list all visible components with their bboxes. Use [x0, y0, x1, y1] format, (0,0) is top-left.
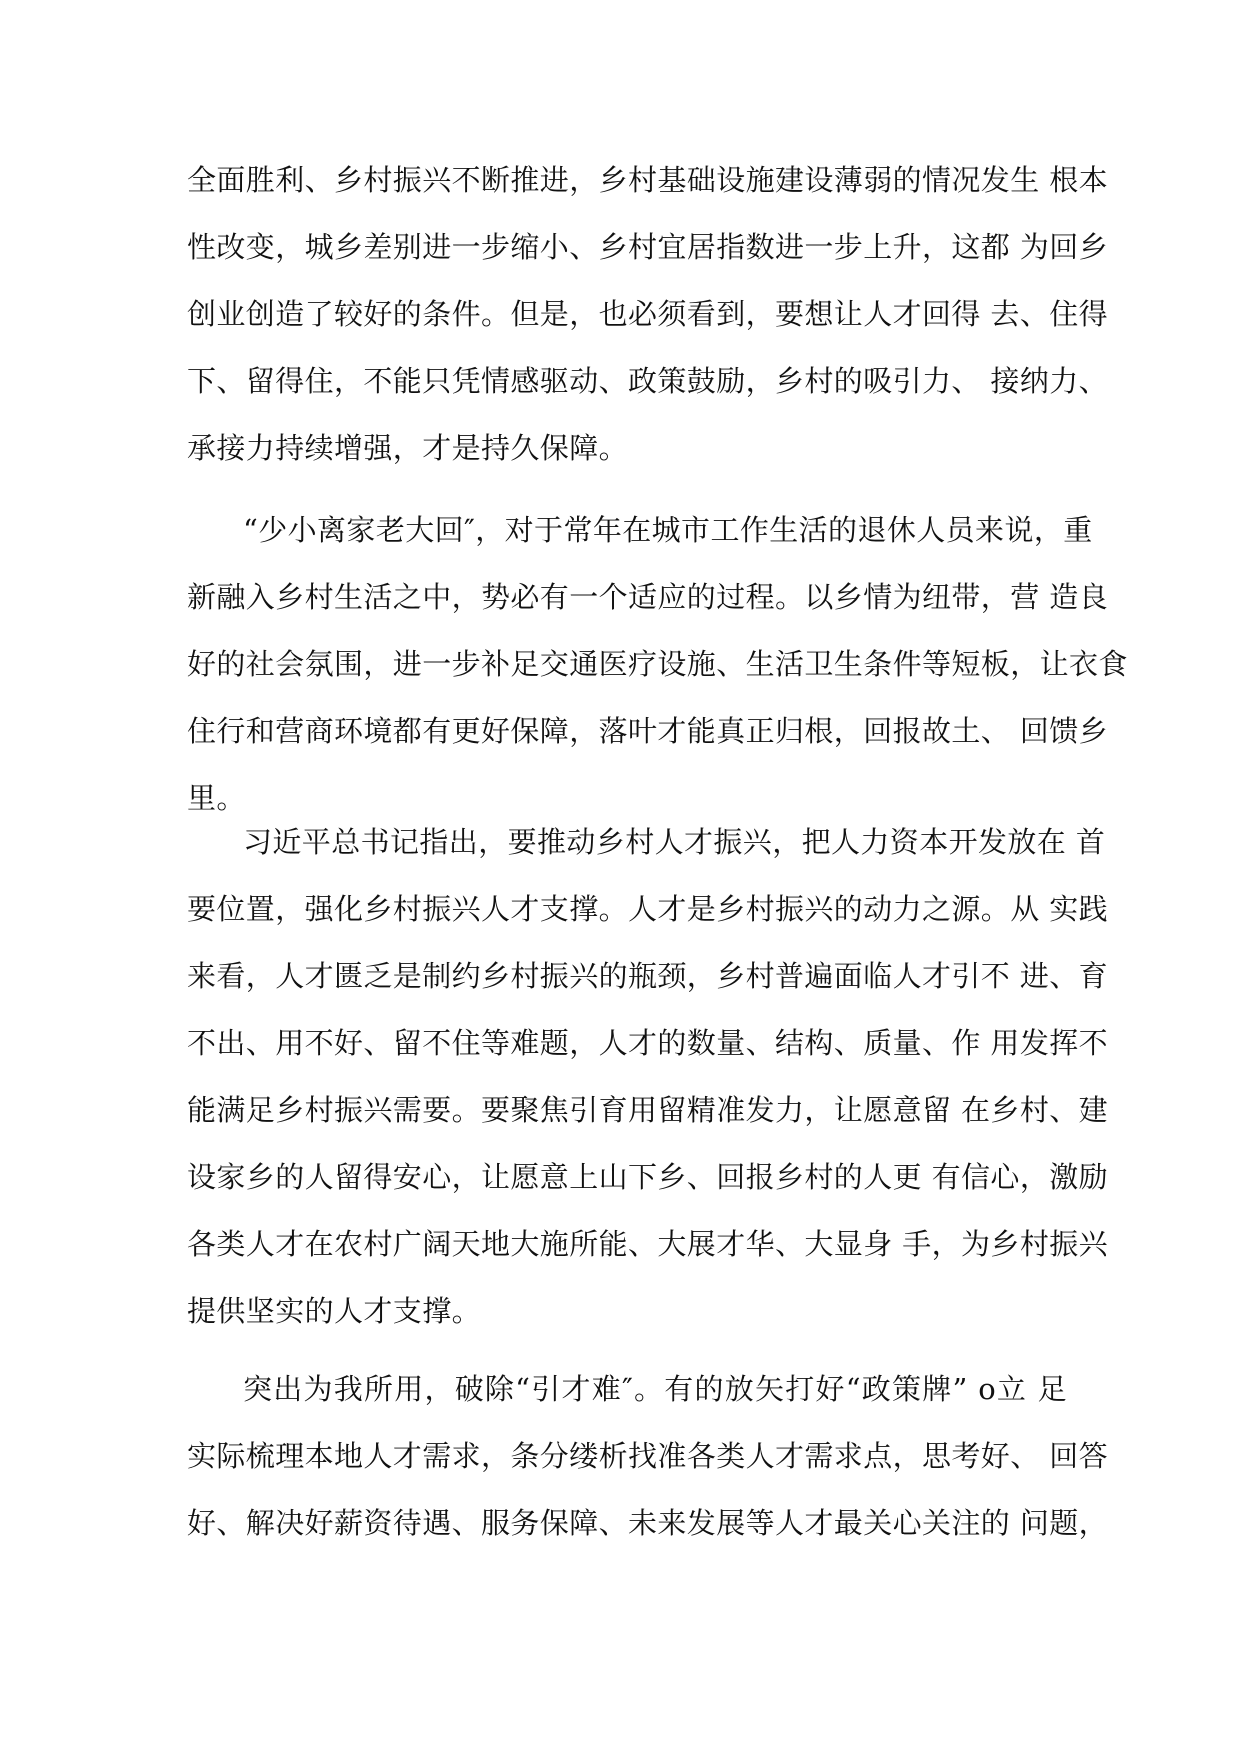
- paragraph-1: [187, 147, 1109, 482]
- text-line: “少小离家老大回″，对于常年在城市工作生活的退休人员来说，重: [243, 513, 1093, 547]
- text-line: 突出为我所用，破除“引才难″。有的放矢打好“政策牌” o立 足: [243, 1372, 1067, 1406]
- text-line: 习近平总书记指出，要推动乡村人才振兴，把人力资本开发放在 首: [243, 825, 1106, 859]
- text-line: 要位置，强化乡村振兴人才支撑。人才是乡村振兴的动力之源。从 实践: [187, 892, 1109, 926]
- text-line: 不出、用不好、留不住等难题，人才的数量、结构、质量、作 用发挥不: [187, 1026, 1109, 1060]
- text-line: 各类人才在农村广阔天地大施所能、大展才华、大显身 手，为乡村振兴: [187, 1227, 1109, 1261]
- text-line: 里。: [187, 781, 246, 815]
- text-line: 好的社会氛围，进一步补足交通医疗设施、生活卫生条件等短板，让衣食: [187, 647, 1128, 681]
- text-line: 承接力持续增强，才是持久保障。: [187, 431, 629, 465]
- paragraph-4: [187, 1356, 1109, 1557]
- text-line: 新融入乡村生活之中，势必有一个适应的过程。以乡情为纽带，营 造良: [187, 580, 1109, 614]
- text-line: 实际梳理本地人才需求，条分缕析找准各类人才需求点，思考好、 回答: [187, 1439, 1109, 1473]
- text-line: 能满足乡村振兴需要。要聚焦引育用留精准发力，让愿意留 在乡村、建: [187, 1093, 1109, 1127]
- text-line: 下、留得住，不能只凭情感驱动、政策鼓励，乡村的吸引力、 接纳力、: [187, 364, 1109, 398]
- text-line: 来看，人才匮乏是制约乡村振兴的瓶颈，乡村普遍面临人才引不 进、育: [187, 959, 1109, 993]
- text-line: 提供坚实的人才支撑。: [187, 1294, 482, 1328]
- text-line: 设家乡的人留得安心，让愿意上山下乡、回报乡村的人更 有信心，激励: [187, 1160, 1109, 1194]
- text-line: 性改变，城乡差别进一步缩小、乡村宜居指数进一步上升，这都 为回乡: [187, 230, 1109, 264]
- paragraph-2: [187, 497, 1128, 832]
- text-line: 创业创造了较好的条件。但是，也必须看到，要想让人才回得 去、住得: [187, 297, 1109, 331]
- paragraph-3: [187, 809, 1109, 1345]
- text-line: 好、解决好薪资待遇、服务保障、未来发展等人才最关心关注的 问题，: [187, 1506, 1109, 1540]
- text-line: 住行和营商环境都有更好保障，落叶才能真正归根，回报故土、 回馈乡: [187, 714, 1109, 748]
- text-line: 全面胜利、乡村振兴不断推进，乡村基础设施建设薄弱的情况发生 根本: [187, 163, 1109, 197]
